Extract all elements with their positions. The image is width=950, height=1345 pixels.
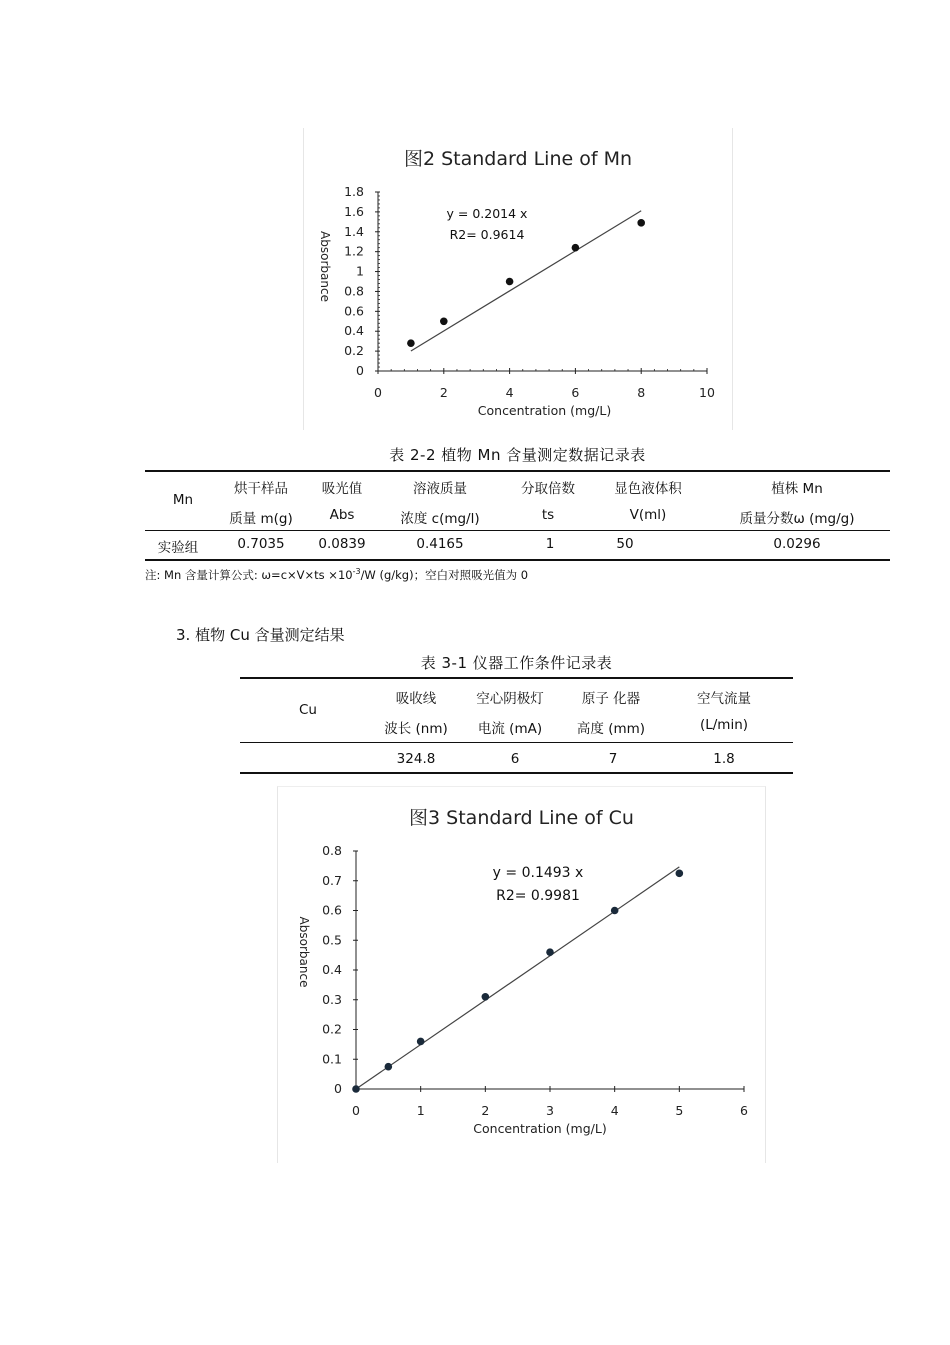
cu-x-tick-label: 6 [740, 1103, 748, 1118]
mn-y-tick-label: 0.2 [344, 343, 364, 359]
table3-header-height-l1: 原子 化器 [581, 691, 641, 707]
cu-y-tick-label: 0.4 [322, 962, 342, 977]
cu-chart-title: 图3 Standard Line of Cu [409, 807, 634, 829]
mn-x-axis-title: Concentration (mg/L) [477, 403, 612, 418]
cu-data-point [676, 870, 684, 878]
table2-header-sample-mass-l2: 质量 m(g) [229, 511, 293, 527]
cu-y-tick-label: 0.5 [322, 932, 342, 948]
table2-bottom-rule [145, 559, 890, 561]
mn-y-tick-label: 1.2 [344, 243, 364, 259]
cu-data-point [546, 948, 554, 956]
table3-header-wavelength-l1: 吸收线 [395, 691, 437, 707]
mn-y-tick-label: 1.8 [344, 184, 364, 199]
section-3-heading: 3. 植物 Cu 含量测定结果 [176, 626, 345, 644]
table2-cell-mass: 0.7035 [237, 536, 285, 552]
mn-y-tick-label: 1.6 [344, 203, 364, 219]
mn-data-point [440, 317, 448, 325]
formula-note-prefix: 注: Mn 含量计算公式: ω=c×V×ts ×10 [145, 568, 353, 582]
cu-data-point [611, 907, 619, 915]
table3-bottom-rule [240, 772, 793, 774]
cu-x-tick-label: 1 [416, 1103, 425, 1118]
cu-y-tick-label: 0.7 [322, 872, 342, 888]
table3-cell-height: 7 [608, 751, 618, 767]
formula-note-exponent: -3 [352, 567, 361, 577]
table2-header-fraction-l1: 植株 Mn [771, 481, 823, 497]
mn-data-point [572, 244, 580, 252]
table3-mid-rule [240, 742, 793, 743]
cu-x-tick-label: 3 [546, 1103, 554, 1118]
mn-y-tick-label: 0.6 [344, 303, 364, 319]
table2-header-volume-l1: 显色液体积 [614, 481, 682, 497]
table2-header-abs-l2: Abs [329, 507, 355, 523]
cu-x-tick-label: 2 [481, 1103, 490, 1118]
mn-x-tick-label: 8 [637, 385, 646, 400]
table2-cell-group: 实验组 [157, 540, 199, 556]
mn-trendline [411, 211, 641, 351]
table2-header-fraction-l2: 质量分数ω (mg/g) [739, 511, 855, 527]
cu-y-tick-label: 0 [334, 1081, 342, 1096]
mn-x-tick-label: 6 [571, 385, 580, 400]
mn-y-tick-label: 0.8 [344, 283, 364, 299]
table2-header-sample-mass-l1: 烘干样品 [234, 481, 288, 497]
table3-cell-current: 6 [510, 751, 520, 767]
cu-y-tick-label: 0.8 [322, 843, 342, 858]
table3-caption: 表 3-1 仪器工作条件记录表 [420, 654, 613, 672]
table2-cell-abs: 0.0839 [318, 536, 366, 552]
mn-x-tick-label: 10 [699, 385, 715, 400]
table3-header-current-l2: 电流 (mA) [477, 721, 543, 737]
table2-cell-ts: 1 [545, 536, 555, 552]
table2-mid-rule [145, 530, 890, 531]
mn-y-tick-label: 0 [356, 363, 364, 378]
cu-chart-plot [278, 787, 765, 1163]
cu-y-tick-label: 0.2 [322, 1021, 342, 1037]
cu-y-axis-title: Absorbance [297, 916, 311, 988]
mn-y-axis-title: Absorbance [318, 231, 332, 302]
cu-x-tick-label: 0 [352, 1103, 360, 1118]
cu-chart [277, 786, 766, 1163]
table3-top-rule [240, 677, 793, 679]
mn-x-tick-label: 4 [505, 385, 514, 400]
table2-cell-conc: 0.4165 [416, 536, 464, 552]
table3-cell-wavelength: 324.8 [396, 751, 436, 767]
cu-r-squared: R2= 0.9981 [496, 888, 580, 904]
table2-cell-volume: 50 [616, 536, 634, 552]
mn-equation: y = 0.2014 x [446, 206, 528, 221]
table3-header-current-l1: 空心阴极灯 [476, 691, 544, 707]
cu-y-tick-label: 0.1 [322, 1051, 342, 1067]
cu-x-tick-label: 4 [610, 1103, 619, 1118]
mn-chart [303, 128, 733, 430]
mn-data-point [407, 339, 415, 347]
table2-header-conc-l1: 溶液质量 [413, 481, 467, 497]
mn-y-tick-label: 1 [356, 263, 364, 279]
mn-x-tick-label: 0 [374, 385, 382, 400]
table2-header-ts-l2: ts [541, 507, 555, 523]
table2-header-abs-l1: 吸光值 [321, 481, 363, 497]
table3-cell-airflow: 1.8 [713, 751, 735, 767]
table2-corner-label: Mn [172, 492, 194, 508]
table2-header-ts-l1: 分取倍数 [521, 481, 575, 497]
mn-chart-title: 图2 Standard Line of Mn [403, 148, 633, 170]
cu-data-point [352, 1085, 360, 1093]
table2-header-volume-l2: V(ml) [629, 507, 667, 523]
mn-y-tick-label: 1.4 [344, 223, 364, 239]
mn-x-tick-label: 2 [439, 385, 448, 400]
mn-chart-plot [304, 128, 732, 430]
mn-r-squared: R2= 0.9614 [449, 227, 525, 242]
cu-data-point [482, 993, 490, 1001]
mn-data-point [506, 278, 514, 286]
cu-data-point [417, 1038, 425, 1046]
cu-y-tick-label: 0.6 [322, 902, 342, 918]
formula-note [145, 567, 528, 583]
table3-corner-label: Cu [299, 702, 317, 718]
cu-x-axis-title: Concentration (mg/L) [473, 1121, 607, 1136]
formula-note-suffix: /W (g/kg)；空白对照吸光值为 0 [360, 568, 529, 582]
table2-top-rule [145, 470, 890, 472]
table3-header-airflow-l2: (L/min) [699, 717, 749, 733]
mn-y-tick-label: 0.4 [344, 323, 364, 339]
table3-header-airflow-l1: 空气流量 [697, 691, 751, 707]
mn-data-point [637, 219, 645, 227]
cu-data-point [385, 1063, 393, 1071]
table2-caption: 表 2-2 植物 Mn 含量测定数据记录表 [389, 446, 646, 464]
cu-equation: y = 0.1493 x [492, 865, 584, 881]
table3-header-wavelength-l2: 波长 (nm) [384, 721, 448, 737]
cu-x-tick-label: 5 [675, 1103, 684, 1118]
table2-header-conc-l2: 浓度 c(mg/l) [400, 511, 480, 527]
table3-header-height-l2: 高度 (mm) [576, 721, 646, 737]
table2-cell-fraction: 0.0296 [773, 536, 821, 552]
cu-y-tick-label: 0.3 [322, 991, 342, 1007]
